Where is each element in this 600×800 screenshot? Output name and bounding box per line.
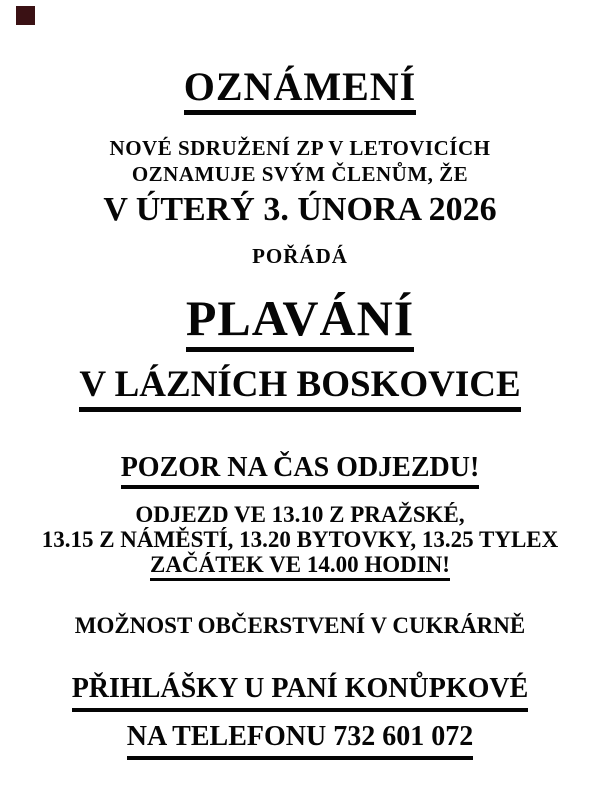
event-date: V ÚTERÝ 3. ÚNORA 2026 (103, 191, 497, 228)
corner-stamp-mark (16, 6, 35, 25)
intro-line-2: OZNAMUJE SVÝM ČLENŮM, ŽE (131, 162, 469, 186)
event-name (0, 291, 600, 352)
departure-schedule (0, 502, 600, 552)
poster-title (0, 0, 600, 115)
departure-warning (0, 452, 600, 489)
departure-warning-text: POZOR NA ČAS ODJEZDU! (121, 452, 480, 489)
start-time-text: ZAČÁTEK VE 14.00 HODIN! (150, 552, 450, 581)
organizes-label: POŘÁDÁ (252, 244, 348, 268)
signup-info (0, 673, 600, 712)
poster-title-text: OZNÁMENÍ (184, 66, 416, 115)
refreshments-note: MOŽNOST OBČERSTVENÍ V CUKRÁRNĚ (74, 613, 526, 638)
signup-info-text: PŘIHLÁŠKY U PANÍ KONŮPKOVÉ (72, 673, 529, 712)
phone-info (0, 721, 600, 760)
intro-block (0, 135, 600, 187)
event-venue (0, 365, 600, 412)
departure-line-2: 13.15 Z NÁMĚSTÍ, 13.20 BYTOVKY, 13.25 TYLEX (41, 527, 559, 552)
start-time (0, 552, 600, 581)
phone-info-text: NA TELEFONU 732 601 072 (127, 721, 473, 760)
event-venue-text: V LÁZNÍCH BOSKOVICE (79, 365, 520, 412)
departure-line-1: ODJEZD VE 13.10 Z PRAŽSKÉ, (135, 502, 465, 527)
event-name-text: PLAVÁNÍ (186, 291, 414, 352)
intro-line-1: NOVÉ SDRUŽENÍ ZP V LETOVICÍCH (109, 136, 491, 160)
